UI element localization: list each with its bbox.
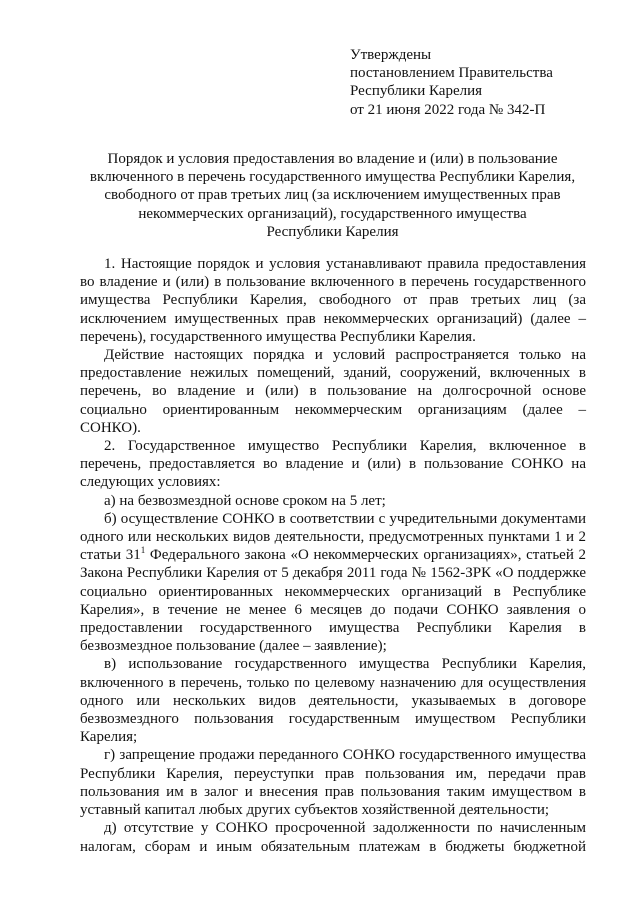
approval-line-2: постановлением Правительства bbox=[350, 65, 553, 82]
paragraph-6: в) использование государственного имущества Республики Карелия, включенного в перечень, только по целевому назначению для осуществления одного или нескольких видов деятельности, указываемых в договоре безвозмездного пользования государственным имуществом Республики Карелия; bbox=[80, 656, 586, 746]
footnote-superscript: 1 bbox=[140, 545, 146, 556]
title-line-4: некоммерческих организаций), государственного имущества bbox=[138, 205, 527, 222]
paragraph-7: г) запрещение продажи переданного СОНКО государственного имущества Республики Карелия, переуступки прав пользования им, передачи прав пользования им в залог и внесения прав пользования таким имуществом в уставный капитал любых других субъектов хозяйственной деятельности; bbox=[80, 747, 586, 819]
paragraph-3: 2. Государственное имущество Республики Карелия, включенное в перечень, предоставляется во владение и (или) в пользование СОНКО на следующих условиях: bbox=[80, 438, 586, 491]
paragraph-5 bbox=[80, 510, 586, 656]
paragraph-1: 1. Настоящие порядок и условия устанавливают правила предоставления во владение и (или) в пользование включенного в перечень государственного имущества Республики Карелия, свободного от прав третьих лиц (за исключением имущественных прав некоммерческих организаций) (далее – перечень), государственного имущества Республики Карелия. bbox=[80, 256, 586, 345]
paragraph-2: Действие настоящих порядка и условий распространяется только на предоставление нежилых помещений, зданий, сооружений, включенных в перечень, во владение и (или) в пользование на долгосрочной основе социально ориентированным некоммерческим организациям (далее – СОНКО). bbox=[80, 347, 586, 436]
paragraph-5-part-1: б) осуществление СОНКО в соответствии с учредительными документами одного или нескольких видов деятельности, предусмотренных пунктами 1 и 2 статьи 31 bbox=[80, 510, 586, 564]
document-title bbox=[80, 150, 585, 241]
paragraph-8: д) отсутствие у СОНКО просроченной задолженности по начисленным налогам, сборам и иным обязательным платежам в бюджеты бюджетной bbox=[80, 820, 586, 855]
approval-line-3: Республики Карелия bbox=[350, 83, 483, 100]
paragraph-4: а) на безвозмездной основе сроком на 5 лет; bbox=[104, 492, 386, 509]
title-line-5: Республики Карелия bbox=[266, 223, 399, 240]
approval-block bbox=[350, 46, 600, 119]
title-line-1: Порядок и условия предоставления во владение и (или) в пользование bbox=[107, 151, 558, 167]
title-line-3: свободного от прав третьих лиц (за исключением имущественных прав bbox=[104, 187, 561, 204]
paragraph-5-part-2: Федерального закона «О некоммерческих организациях», статьей 2 Закона Республики Карелия от 5 декабря 2011 года № 1562-ЗРК «О поддержке социально ориентированных некоммерческих организаций в Республике Карелия», в течение не менее 6 месяцев до подачи СОНКО заявления о предоставлении государственного имущества Республики Карелия в безвозмездное пользование (далее – заявление); bbox=[80, 547, 586, 655]
document-body bbox=[80, 255, 586, 856]
title-line-2: включенного в перечень государственного имущества Республики Карелия, bbox=[89, 169, 576, 186]
approval-line-1: Утверждены bbox=[350, 47, 432, 63]
approval-line-4: от 21 июня 2022 года № 342-П bbox=[350, 101, 546, 118]
